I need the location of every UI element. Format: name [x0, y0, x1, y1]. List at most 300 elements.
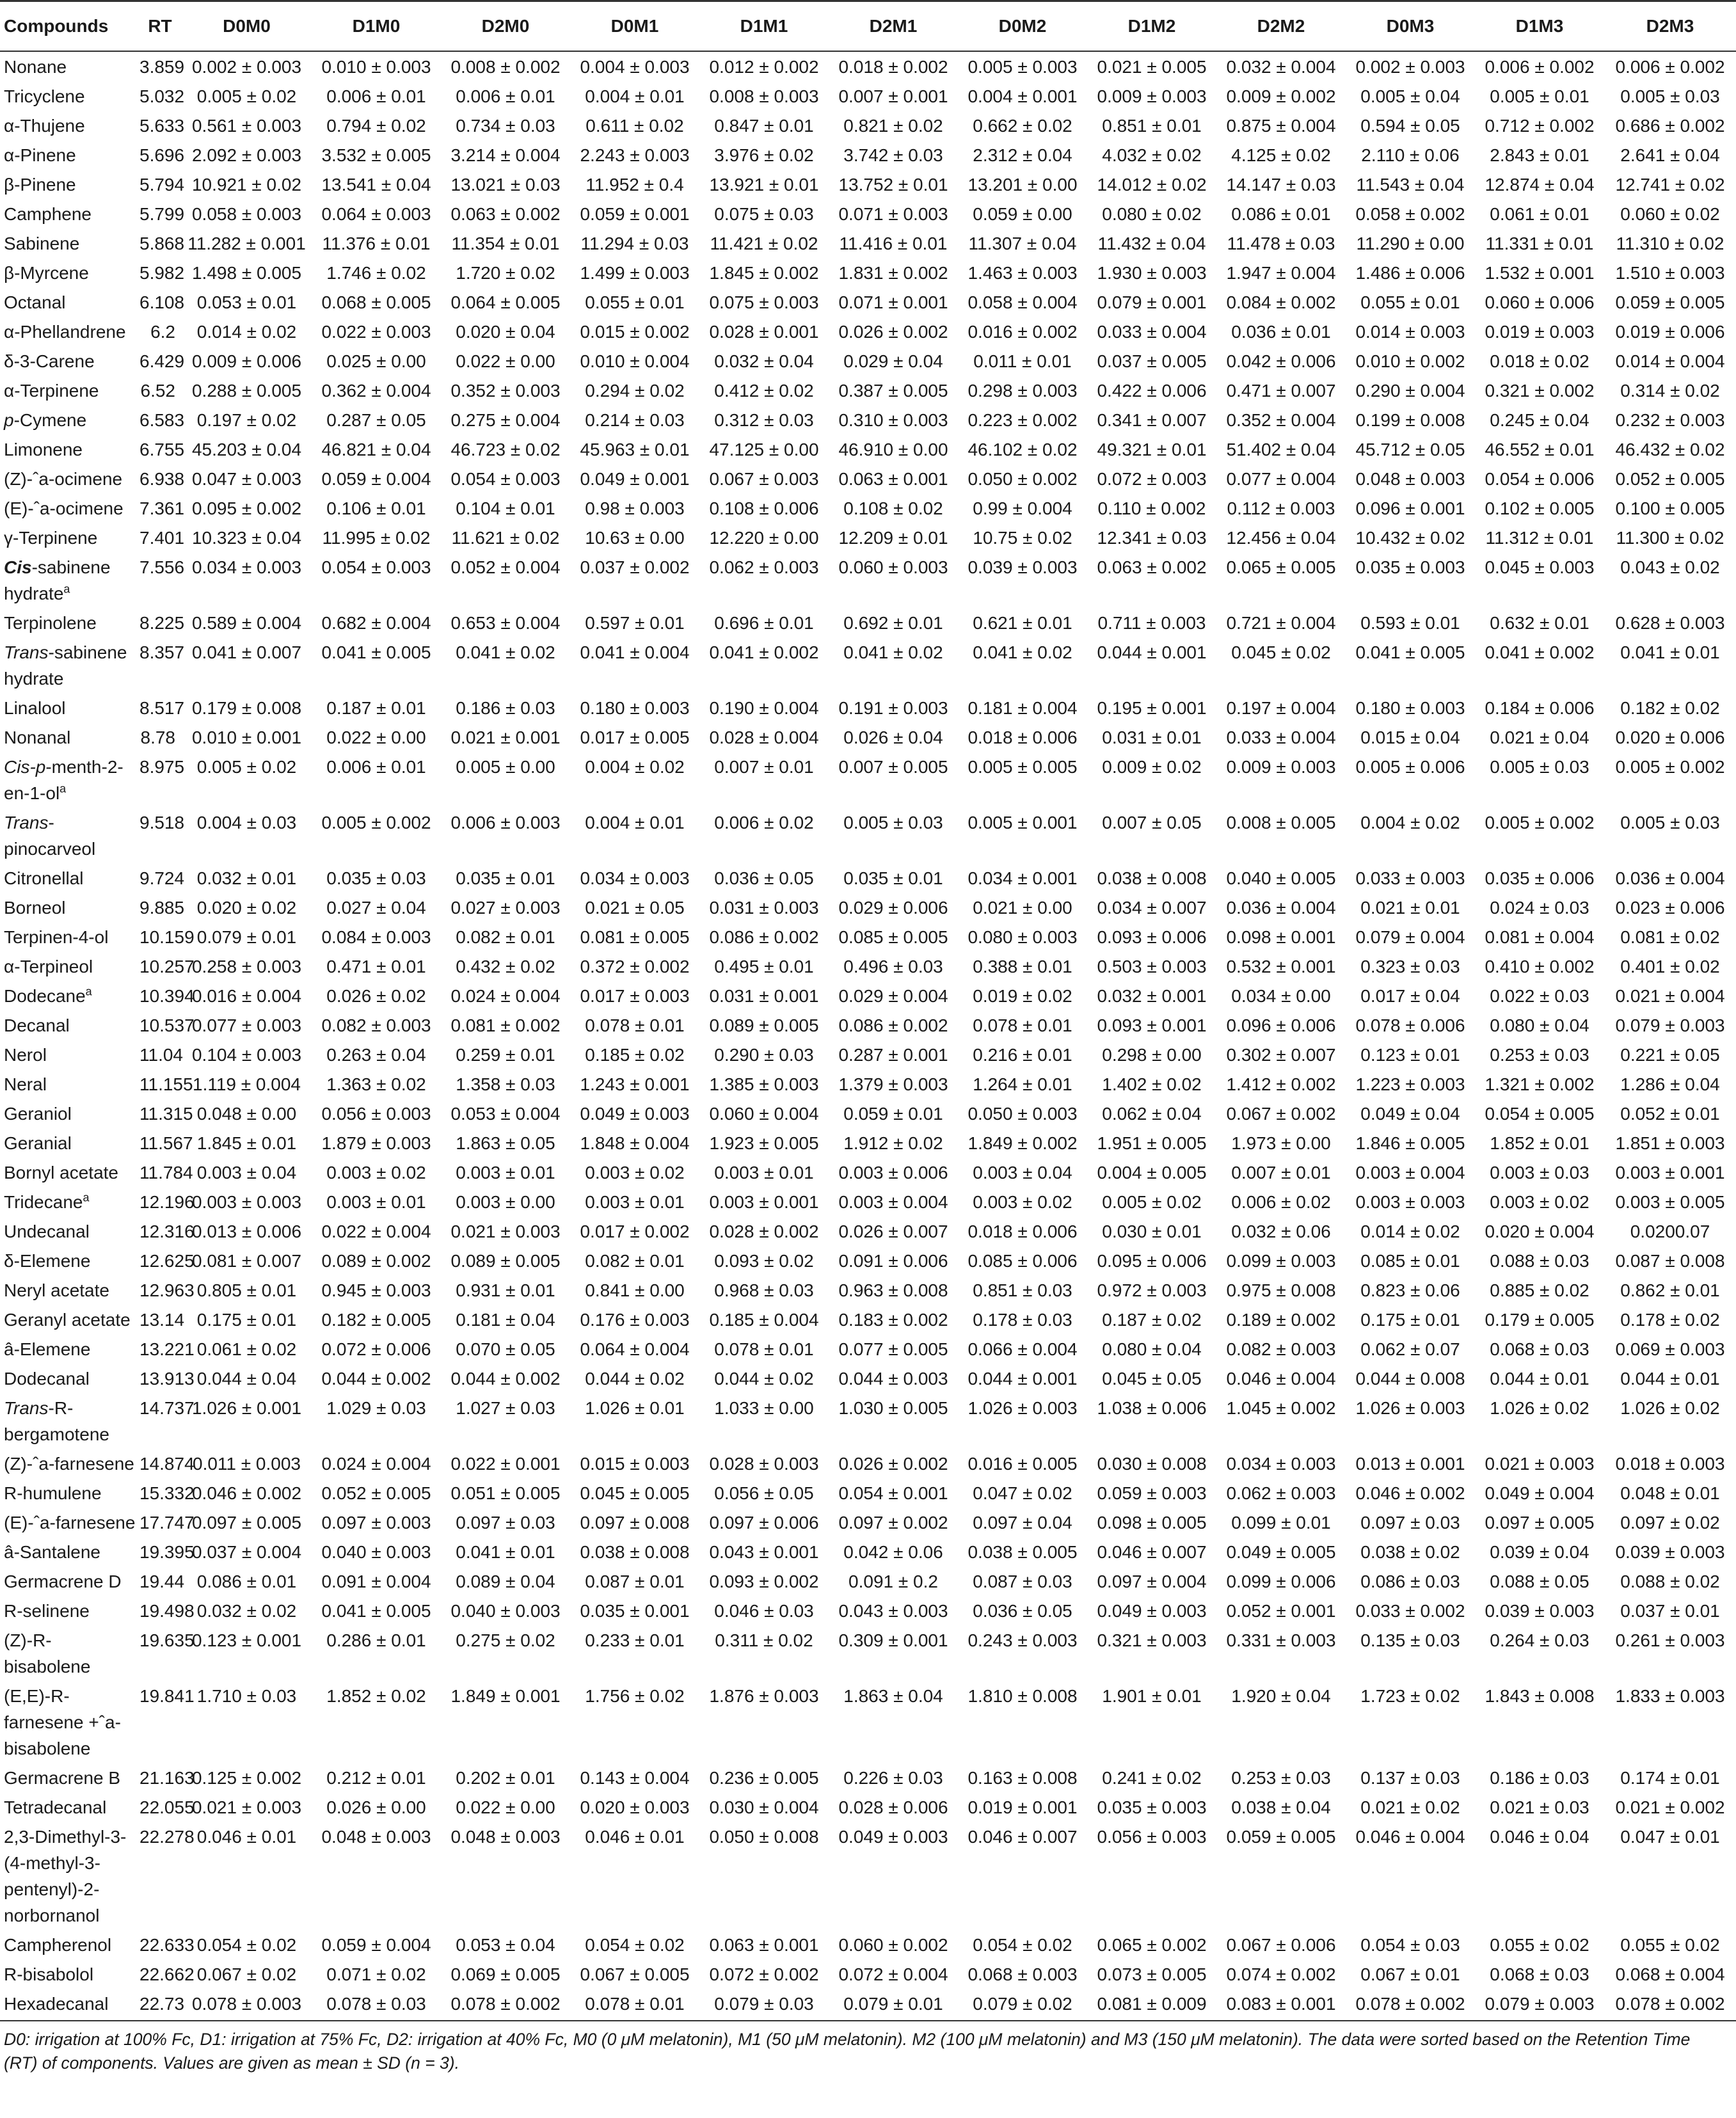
- value-cell: 0.097 ± 0.006: [709, 1513, 819, 1533]
- table-row: [0, 405, 1736, 434]
- value-cell: 0.005 ± 0.00: [456, 757, 555, 777]
- value-cell: 0.087 ± 0.008: [1615, 1251, 1725, 1271]
- value-cell: 0.041 ± 0.02: [973, 642, 1072, 662]
- value-cell: 0.179 ± 0.008: [191, 698, 302, 718]
- value-cell: 0.028 ± 0.006: [838, 1797, 948, 1817]
- value-cell: 0.042 ± 0.06: [843, 1542, 943, 1562]
- value-cell: 11.294 ± 0.03: [580, 234, 689, 253]
- value-cell: 0.017 ± 0.002: [580, 1222, 690, 1241]
- value-cell: 0.007 ± 0.01: [1231, 1163, 1331, 1182]
- compound-name: Undecanal: [4, 1222, 90, 1241]
- value-cell: 1.810 ± 0.008: [968, 1686, 1078, 1706]
- value-cell: 1.463 ± 0.003: [968, 263, 1078, 283]
- value-cell: 0.093 ± 0.001: [1097, 1015, 1207, 1035]
- compound-name: δ-Elemene: [4, 1251, 91, 1271]
- value-cell: 0.080 ± 0.003: [968, 927, 1078, 947]
- value-cell: 0.261 ± 0.003: [1615, 1630, 1725, 1650]
- value-cell: 0.003 ± 0.001: [709, 1192, 819, 1212]
- value-cell: 0.212 ± 0.01: [326, 1768, 426, 1788]
- value-cell: 0.019 ± 0.003: [1485, 322, 1595, 342]
- value-cell: 0.290 ± 0.03: [714, 1045, 814, 1065]
- value-cell: 0.077 ± 0.005: [838, 1339, 948, 1359]
- value-cell: 0.0200.07: [1630, 1222, 1710, 1241]
- value-cell: 0.312 ± 0.03: [714, 410, 814, 430]
- value-cell: 0.034 ± 0.007: [1097, 898, 1207, 918]
- value-cell: 0.071 ± 0.001: [838, 292, 948, 312]
- value-cell: 0.084 ± 0.002: [1226, 292, 1336, 312]
- value-cell: 0.008 ± 0.003: [709, 86, 819, 106]
- retention-time: 9.885: [139, 898, 185, 918]
- value-cell: 1.973 ± 0.00: [1231, 1133, 1331, 1153]
- value-cell: 2.092 ± 0.003: [191, 145, 302, 165]
- retention-time: 12.196: [139, 1192, 195, 1212]
- value-cell: 0.007 ± 0.001: [838, 86, 948, 106]
- compound-name: β-Pinene: [4, 175, 76, 195]
- value-cell: 0.026 ± 0.00: [326, 1797, 426, 1817]
- retention-time: 22.278: [139, 1827, 195, 1847]
- value-cell: 0.046 ± 0.04: [1490, 1827, 1589, 1847]
- value-cell: 1.863 ± 0.05: [456, 1133, 555, 1153]
- column-header: D2M0: [441, 1, 570, 52]
- value-cell: 11.543 ± 0.04: [1356, 175, 1465, 195]
- value-cell: 0.030 ± 0.004: [709, 1797, 819, 1817]
- retention-time: 11.04: [139, 1045, 183, 1065]
- value-cell: 0.052 ± 0.005: [1615, 469, 1725, 489]
- value-cell: 0.044 ± 0.02: [585, 1369, 685, 1389]
- value-cell: 1.510 ± 0.003: [1615, 263, 1725, 283]
- value-cell: 0.041 ± 0.004: [580, 642, 690, 662]
- value-cell: 0.071 ± 0.02: [326, 1964, 426, 1984]
- value-cell: 0.008 ± 0.002: [450, 57, 561, 77]
- compound-name: Hexadecanal: [0, 1989, 138, 2021]
- value-cell: 0.040 ± 0.003: [321, 1542, 431, 1562]
- value-cell: 0.081 ± 0.007: [191, 1251, 302, 1271]
- value-cell: 1.852 ± 0.01: [1490, 1133, 1589, 1153]
- value-cell: 0.197 ± 0.004: [1226, 698, 1336, 718]
- value-cell: 1.710 ± 0.03: [196, 1686, 297, 1706]
- compound-name: (E)-ˆa-farnesene: [4, 1513, 136, 1533]
- value-cell: 0.388 ± 0.01: [973, 957, 1072, 976]
- value-cell: 0.032 ± 0.02: [196, 1601, 297, 1621]
- table-row: [0, 493, 1736, 523]
- value-cell: 0.202 ± 0.01: [456, 1768, 555, 1788]
- value-cell: 0.093 ± 0.006: [1097, 927, 1207, 947]
- table-row: [0, 1508, 1736, 1537]
- column-header: D1M3: [1475, 1, 1604, 52]
- value-cell: 0.286 ± 0.01: [326, 1630, 426, 1650]
- value-cell: 0.086 ± 0.002: [838, 1015, 948, 1035]
- column-header: D2M1: [829, 1, 958, 52]
- value-cell: 0.069 ± 0.003: [1615, 1339, 1725, 1359]
- compound-name: Trans-R-bergamotene: [4, 1398, 110, 1444]
- value-cell: 1.038 ± 0.006: [1097, 1398, 1207, 1418]
- value-cell: 0.087 ± 0.03: [973, 1572, 1072, 1591]
- value-cell: 0.682 ± 0.004: [321, 613, 431, 633]
- column-header: D0M1: [570, 1, 699, 52]
- value-cell: 0.045 ± 0.05: [1102, 1369, 1202, 1389]
- value-cell: 1.843 ± 0.008: [1485, 1686, 1595, 1706]
- value-cell: 0.197 ± 0.02: [196, 410, 297, 430]
- value-cell: 3.532 ± 0.005: [321, 145, 431, 165]
- value-cell: 0.021 ± 0.02: [1360, 1797, 1460, 1817]
- value-cell: 0.080 ± 0.04: [1102, 1339, 1202, 1359]
- value-cell: 0.018 ± 0.02: [1490, 351, 1589, 371]
- value-cell: 0.226 ± 0.03: [843, 1768, 943, 1788]
- compound-name: Decanal: [4, 1015, 70, 1035]
- value-cell: 1.379 ± 0.003: [838, 1074, 948, 1094]
- value-cell: 0.712 ± 0.002: [1485, 116, 1595, 136]
- compound-name: Neryl acetate: [4, 1280, 109, 1300]
- value-cell: 0.035 ± 0.003: [1355, 557, 1465, 577]
- value-cell: 0.862 ± 0.01: [1620, 1280, 1720, 1300]
- value-cell: 0.003 ± 0.04: [973, 1163, 1072, 1182]
- value-cell: 0.135 ± 0.03: [1360, 1630, 1460, 1650]
- value-cell: 0.022 ± 0.00: [326, 728, 426, 747]
- value-cell: 0.006 ± 0.002: [1485, 57, 1595, 77]
- compound-name: R-selinene: [4, 1601, 90, 1621]
- value-cell: 0.044 ± 0.001: [968, 1369, 1078, 1389]
- retention-time: 6.429: [139, 351, 185, 371]
- column-header: RT: [138, 1, 182, 52]
- value-cell: 13.752 ± 0.01: [838, 175, 948, 195]
- value-cell: 0.054 ± 0.02: [973, 1935, 1072, 1955]
- value-cell: 0.091 ± 0.004: [321, 1572, 431, 1591]
- value-cell: 0.012 ± 0.002: [709, 57, 819, 77]
- value-cell: 0.003 ± 0.005: [1615, 1192, 1725, 1212]
- value-cell: 0.030 ± 0.01: [1102, 1222, 1202, 1241]
- value-cell: 0.259 ± 0.01: [456, 1045, 555, 1065]
- value-cell: 0.003 ± 0.03: [1490, 1163, 1589, 1182]
- value-cell: 12.874 ± 0.04: [1485, 175, 1595, 195]
- value-cell: 0.302 ± 0.007: [1226, 1045, 1336, 1065]
- value-cell: 11.421 ± 0.02: [710, 234, 818, 253]
- value-cell: 0.021 ± 0.001: [450, 728, 561, 747]
- value-cell: 12.209 ± 0.01: [838, 528, 948, 548]
- value-cell: 0.078 ± 0.002: [1604, 1989, 1736, 2021]
- value-cell: 1.852 ± 0.02: [326, 1686, 426, 1706]
- compound-name: Citronellal: [4, 868, 84, 888]
- compound-name: Dodecanal: [4, 1369, 90, 1389]
- value-cell: 0.181 ± 0.04: [456, 1310, 555, 1330]
- value-cell: 0.046 ± 0.002: [1355, 1483, 1465, 1503]
- value-cell: 0.041 ± 0.002: [709, 642, 819, 662]
- value-cell: 0.178 ± 0.02: [1620, 1310, 1720, 1330]
- value-cell: 0.098 ± 0.005: [1097, 1513, 1207, 1533]
- value-cell: 0.972 ± 0.003: [1097, 1280, 1207, 1300]
- compound-name: δ-3-Carene: [4, 351, 95, 371]
- value-cell: 0.048 ± 0.01: [1620, 1483, 1720, 1503]
- value-cell: 1.033 ± 0.00: [714, 1398, 814, 1418]
- compound-name: Borneol: [4, 898, 66, 918]
- retention-time: 13.913: [139, 1369, 195, 1389]
- value-cell: 0.033 ± 0.004: [1097, 322, 1207, 342]
- value-cell: 0.597 ± 0.01: [585, 613, 685, 633]
- value-cell: 0.99 ± 0.004: [973, 498, 1072, 518]
- value-cell: 0.099 ± 0.006: [1226, 1572, 1336, 1591]
- value-cell: 0.184 ± 0.006: [1485, 698, 1595, 718]
- value-cell: 0.007 ± 0.01: [714, 757, 814, 777]
- value-cell: 0.026 ± 0.02: [326, 986, 426, 1006]
- table-row: [0, 1364, 1736, 1393]
- value-cell: 0.044 ± 0.003: [838, 1369, 948, 1389]
- value-cell: 0.287 ± 0.05: [326, 410, 426, 430]
- compound-name: Sabinene: [4, 234, 80, 253]
- retention-time: 10.537: [139, 1015, 195, 1035]
- value-cell: 0.045 ± 0.02: [1231, 642, 1331, 662]
- value-cell: 0.062 ± 0.04: [1102, 1104, 1202, 1124]
- table-row: [0, 51, 1736, 81]
- value-cell: 0.003 ± 0.003: [1355, 1192, 1465, 1212]
- value-cell: 0.033 ± 0.004: [1226, 728, 1336, 747]
- value-cell: 0.097 ± 0.005: [191, 1513, 302, 1533]
- value-cell: 1.846 ± 0.005: [1355, 1133, 1465, 1153]
- value-cell: 0.006 ± 0.02: [1231, 1192, 1331, 1212]
- table-row: [0, 1187, 1736, 1216]
- value-cell: 0.080 ± 0.04: [1490, 1015, 1589, 1035]
- value-cell: 1.286 ± 0.04: [1620, 1074, 1720, 1094]
- value-cell: 0.046 ± 0.004: [1355, 1827, 1465, 1847]
- value-cell: 0.263 ± 0.04: [326, 1045, 426, 1065]
- value-cell: 1.831 ± 0.002: [838, 263, 948, 283]
- value-cell: 0.006 ± 0.003: [450, 813, 561, 832]
- value-cell: 0.851 ± 0.01: [1102, 116, 1202, 136]
- value-cell: 0.005 ± 0.002: [321, 813, 431, 832]
- value-cell: 0.045 ± 0.005: [580, 1483, 690, 1503]
- value-cell: 0.099 ± 0.003: [1226, 1251, 1336, 1271]
- value-cell: 0.055 ± 0.01: [585, 292, 685, 312]
- value-cell: 13.541 ± 0.04: [321, 175, 431, 195]
- value-cell: 2.641 ± 0.04: [1620, 145, 1720, 165]
- value-cell: 0.024 ± 0.03: [1490, 898, 1589, 918]
- retention-time: 14.874: [139, 1454, 195, 1474]
- value-cell: 0.063 ± 0.002: [1097, 557, 1207, 577]
- column-header: D2M2: [1216, 1, 1346, 52]
- value-cell: 0.082 ± 0.003: [321, 1015, 431, 1035]
- value-cell: 0.106 ± 0.01: [326, 498, 426, 518]
- value-cell: 0.096 ± 0.001: [1355, 498, 1465, 518]
- value-cell: 12.220 ± 0.00: [709, 528, 819, 548]
- value-cell: 0.010 ± 0.004: [580, 351, 690, 371]
- value-cell: 10.75 ± 0.02: [973, 528, 1072, 548]
- value-cell: 0.006 ± 0.01: [326, 86, 426, 106]
- table-footnote: D0: irrigation at 100% Fc, D1: irrigation at 75% Fc, D2: irrigation at 40% Fc, M0 (0 μM melatonin), M1 (50 μM melatonin). M2 (100 μM melatonin) and M3 (150 μM melatonin). The data were sorted based on the Retention Time (RT) of components. Values are given as mean ± SD (n = 3).: [4, 2030, 1691, 2073]
- value-cell: 0.015 ± 0.04: [1360, 728, 1460, 747]
- value-cell: 0.047 ± 0.01: [1620, 1827, 1720, 1847]
- value-cell: 0.058 ± 0.002: [1355, 204, 1465, 224]
- value-cell: 0.004 ± 0.001: [968, 86, 1078, 106]
- compound-name: â-Santalene: [4, 1542, 101, 1562]
- value-cell: 0.323 ± 0.03: [1360, 957, 1460, 976]
- value-cell: 46.910 ± 0.00: [838, 440, 948, 459]
- value-cell: 1.486 ± 0.006: [1355, 263, 1465, 283]
- value-cell: 0.097 ± 0.03: [456, 1513, 555, 1533]
- retention-time: 5.032: [139, 86, 185, 106]
- value-cell: 0.060 ± 0.002: [838, 1935, 948, 1955]
- value-cell: 1.947 ± 0.004: [1226, 263, 1336, 283]
- value-cell: 0.029 ± 0.006: [838, 898, 948, 918]
- value-cell: 0.039 ± 0.003: [1615, 1542, 1725, 1562]
- value-cell: 0.264 ± 0.03: [1490, 1630, 1589, 1650]
- value-cell: 0.010 ± 0.001: [191, 728, 302, 747]
- value-cell: 0.068 ± 0.03: [1490, 1964, 1589, 1984]
- compound-name: Linalool: [4, 698, 66, 718]
- value-cell: 0.056 ± 0.003: [1097, 1827, 1207, 1847]
- value-cell: 0.275 ± 0.004: [450, 410, 561, 430]
- value-cell: 0.310 ± 0.003: [838, 410, 948, 430]
- retention-time: 19.395: [139, 1542, 195, 1562]
- value-cell: 0.034 ± 0.003: [1226, 1454, 1336, 1474]
- value-cell: 0.179 ± 0.005: [1485, 1310, 1595, 1330]
- value-cell: 0.063 ± 0.001: [709, 1935, 819, 1955]
- column-header: Compounds: [0, 1, 138, 52]
- compound-name: α-Pinene: [4, 145, 76, 165]
- value-cell: 0.078 ± 0.01: [585, 1015, 685, 1035]
- value-cell: 0.044 ± 0.008: [1355, 1369, 1465, 1389]
- value-cell: 2.110 ± 0.06: [1361, 145, 1460, 165]
- table-row: [0, 523, 1736, 552]
- value-cell: 3.742 ± 0.03: [843, 145, 943, 165]
- value-cell: 0.275 ± 0.02: [456, 1630, 555, 1650]
- retention-time: 5.982: [139, 263, 185, 283]
- value-cell: 1.499 ± 0.003: [580, 263, 690, 283]
- value-cell: 0.945 ± 0.003: [321, 1280, 431, 1300]
- value-cell: 0.070 ± 0.05: [456, 1339, 555, 1359]
- value-cell: 0.186 ± 0.03: [456, 698, 555, 718]
- compound-name: (Z)-ˆa-farnesene: [4, 1454, 134, 1474]
- value-cell: 0.003 ± 0.01: [714, 1163, 814, 1182]
- value-cell: 11.312 ± 0.01: [1485, 528, 1594, 548]
- value-cell: 0.108 ± 0.006: [709, 498, 819, 518]
- value-cell: 46.821 ± 0.04: [321, 440, 431, 459]
- value-cell: 0.059 ± 0.001: [580, 204, 690, 224]
- value-cell: 0.078 ± 0.003: [182, 1989, 312, 2021]
- value-cell: 0.040 ± 0.003: [450, 1601, 561, 1621]
- value-cell: 0.372 ± 0.002: [580, 957, 690, 976]
- retention-time: 17.747: [139, 1513, 195, 1533]
- compound-name: R-humulene: [4, 1483, 102, 1503]
- value-cell: 10.63 ± 0.00: [585, 528, 685, 548]
- value-cell: 0.078 ± 0.01: [570, 1989, 699, 2021]
- value-cell: 0.060 ± 0.006: [1485, 292, 1595, 312]
- value-cell: 12.456 ± 0.04: [1226, 528, 1336, 548]
- value-cell: 0.008 ± 0.005: [1226, 813, 1336, 832]
- value-cell: 0.061 ± 0.01: [1490, 204, 1589, 224]
- value-cell: 0.074 ± 0.002: [1226, 1964, 1336, 1984]
- value-cell: 0.097 ± 0.003: [321, 1513, 431, 1533]
- value-cell: 1.026 ± 0.001: [191, 1398, 302, 1418]
- value-cell: 14.012 ± 0.02: [1097, 175, 1207, 195]
- value-cell: 0.014 ± 0.02: [1360, 1222, 1460, 1241]
- value-cell: 0.056 ± 0.05: [714, 1483, 814, 1503]
- value-cell: 0.176 ± 0.003: [580, 1310, 690, 1330]
- table-row: [0, 608, 1736, 637]
- value-cell: 0.021 ± 0.004: [1615, 986, 1725, 1006]
- value-cell: 0.594 ± 0.05: [1360, 116, 1460, 136]
- value-cell: 0.182 ± 0.02: [1620, 698, 1720, 718]
- value-cell: 0.020 ± 0.02: [196, 898, 297, 918]
- value-cell: 0.593 ± 0.01: [1360, 613, 1460, 633]
- value-cell: 0.034 ± 0.00: [1231, 986, 1331, 1006]
- table-row: [0, 287, 1736, 317]
- value-cell: 1.026 ± 0.003: [1355, 1398, 1465, 1418]
- value-cell: 0.086 ± 0.01: [1231, 204, 1331, 224]
- value-cell: 1.119 ± 0.004: [193, 1074, 301, 1094]
- compound-name: Nonanal: [4, 728, 71, 747]
- retention-time: 8.517: [139, 698, 185, 718]
- value-cell: 0.054 ± 0.003: [321, 557, 431, 577]
- value-cell: 0.195 ± 0.001: [1097, 698, 1207, 718]
- value-cell: 0.026 ± 0.002: [838, 322, 948, 342]
- value-cell: 0.020 ± 0.006: [1615, 728, 1725, 747]
- value-cell: 0.050 ± 0.002: [968, 469, 1078, 489]
- value-cell: 0.052 ± 0.001: [1226, 1601, 1336, 1621]
- value-cell: 1.849 ± 0.002: [968, 1133, 1078, 1153]
- value-cell: 0.044 ± 0.02: [714, 1369, 814, 1389]
- value-cell: 0.175 ± 0.01: [1360, 1310, 1460, 1330]
- value-cell: 0.061 ± 0.02: [196, 1339, 297, 1359]
- value-cell: 0.026 ± 0.04: [843, 728, 943, 747]
- value-cell: 0.040 ± 0.005: [1226, 868, 1336, 888]
- table-row: [0, 893, 1736, 922]
- retention-time: 7.556: [139, 557, 185, 577]
- value-cell: 0.022 ± 0.03: [1490, 986, 1589, 1006]
- value-cell: 0.087 ± 0.01: [585, 1572, 685, 1591]
- value-cell: 0.191 ± 0.003: [838, 698, 948, 718]
- value-cell: 0.046 ± 0.03: [714, 1601, 814, 1621]
- value-cell: 0.062 ± 0.003: [1226, 1483, 1336, 1503]
- table-row: [0, 752, 1736, 808]
- table-row: [0, 1393, 1736, 1449]
- table-row: [0, 1305, 1736, 1334]
- value-cell: 0.137 ± 0.03: [1360, 1768, 1460, 1788]
- value-cell: 0.095 ± 0.002: [191, 498, 302, 518]
- value-cell: 0.082 ± 0.003: [1226, 1339, 1336, 1359]
- table-row: [0, 81, 1736, 111]
- value-cell: 0.021 ± 0.01: [1360, 898, 1460, 918]
- value-cell: 11.621 ± 0.02: [451, 528, 560, 548]
- value-cell: 0.311 ± 0.02: [715, 1630, 813, 1650]
- retention-time: 7.361: [139, 498, 185, 518]
- value-cell: 0.021 ± 0.003: [1485, 1454, 1595, 1474]
- value-cell: 0.123 ± 0.01: [1360, 1045, 1460, 1065]
- value-cell: 0.050 ± 0.003: [968, 1104, 1078, 1124]
- value-cell: 0.422 ± 0.006: [1097, 381, 1207, 401]
- compound-name: α-Terpinene: [4, 381, 99, 401]
- value-cell: 0.028 ± 0.001: [709, 322, 819, 342]
- value-cell: 0.589 ± 0.004: [191, 613, 302, 633]
- value-cell: 0.065 ± 0.005: [1226, 557, 1336, 577]
- value-cell: 0.052 ± 0.004: [450, 557, 561, 577]
- value-cell: 0.046 ± 0.007: [1097, 1542, 1207, 1562]
- compound-name: Terpinen-4-ol: [4, 927, 109, 947]
- value-cell: 0.035 ± 0.006: [1485, 868, 1595, 888]
- table-row: [0, 1216, 1736, 1246]
- value-cell: 2.843 ± 0.01: [1490, 145, 1589, 165]
- value-cell: 0.099 ± 0.01: [1231, 1513, 1331, 1533]
- value-cell: 0.029 ± 0.04: [843, 351, 943, 371]
- value-cell: 0.032 ± 0.01: [196, 868, 297, 888]
- value-cell: 0.005 ± 0.002: [1485, 813, 1595, 832]
- column-header: D0M0: [182, 1, 312, 52]
- value-cell: 1.848 ± 0.004: [580, 1133, 690, 1153]
- value-cell: 0.187 ± 0.01: [326, 698, 426, 718]
- compound-name: Germacrene D: [4, 1572, 122, 1591]
- value-cell: 0.036 ± 0.004: [1615, 868, 1725, 888]
- value-cell: 0.015 ± 0.003: [580, 1454, 690, 1474]
- retention-time: 10.257: [139, 957, 195, 976]
- value-cell: 0.041 ± 0.002: [1485, 642, 1595, 662]
- value-cell: 1.879 ± 0.003: [321, 1133, 431, 1153]
